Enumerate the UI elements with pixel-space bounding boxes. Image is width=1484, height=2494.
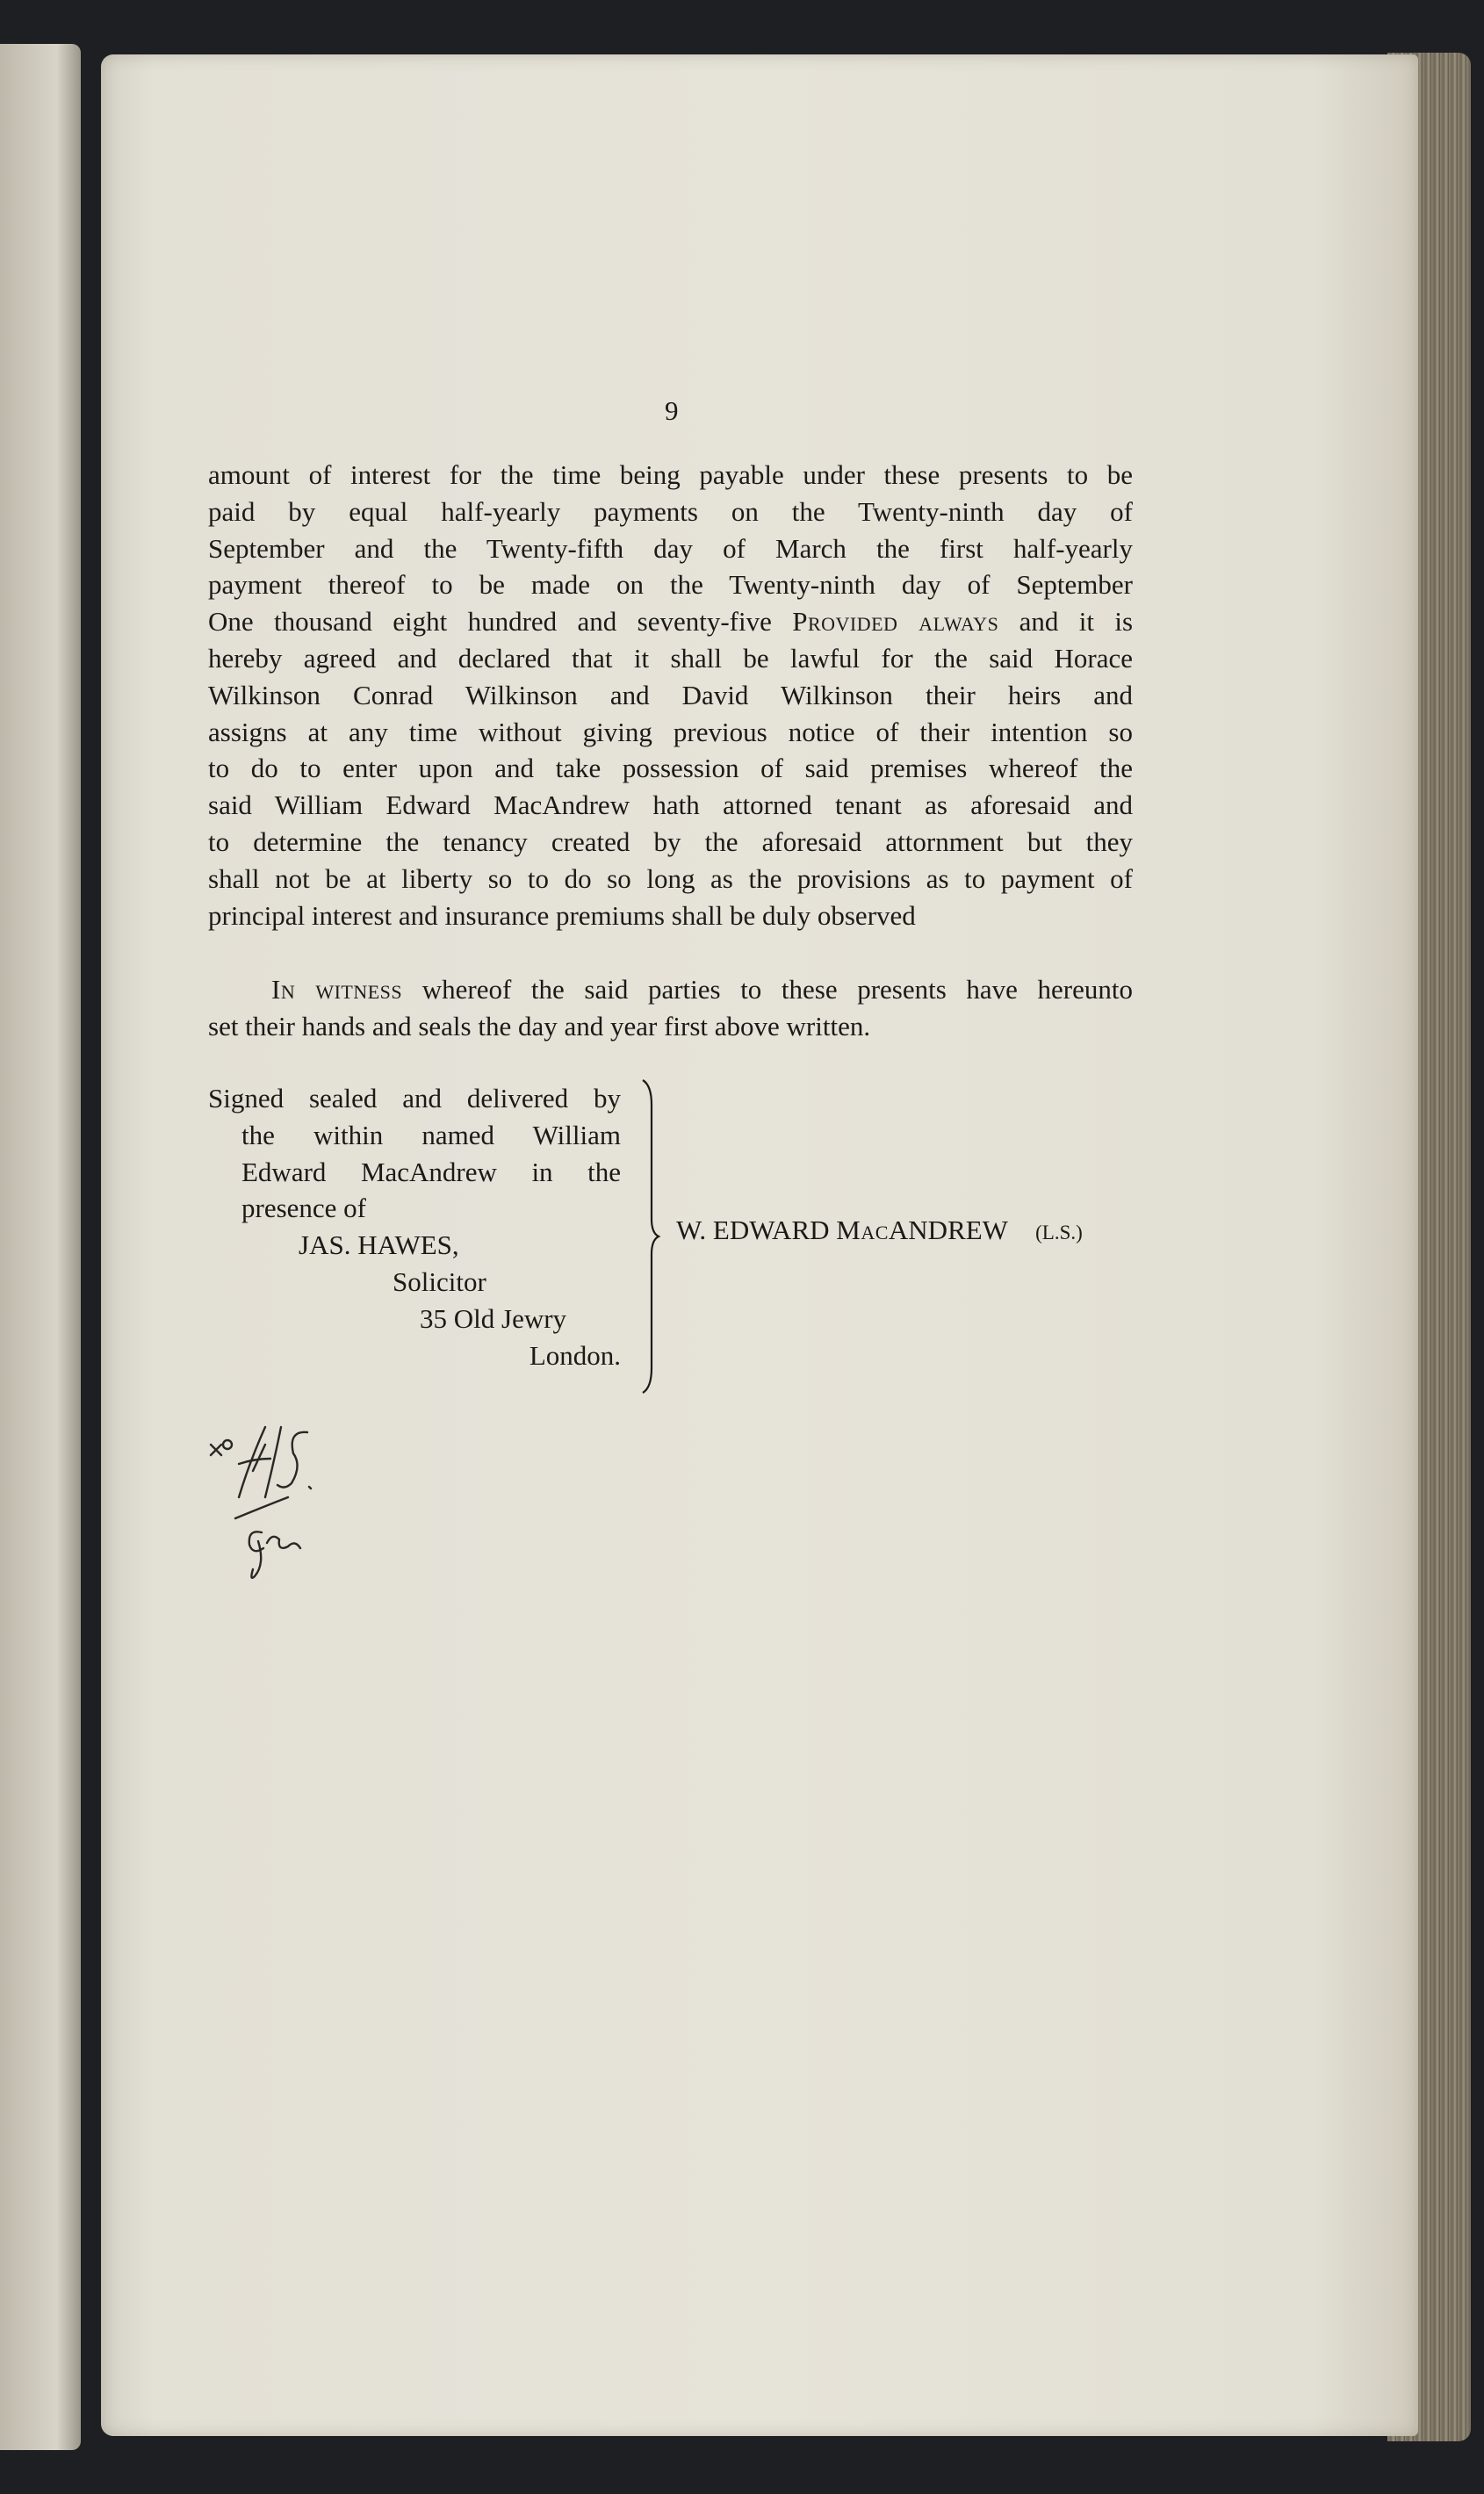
witness-city: London. bbox=[529, 1339, 621, 1371]
witness-address: 35 Old Jewry bbox=[420, 1302, 567, 1334]
signatory-name-part: ANDREW bbox=[888, 1215, 1008, 1245]
body-text: and it is bbox=[1019, 606, 1134, 638]
signatory-name bbox=[676, 1215, 1083, 1246]
witness-name: JAS. HAWES, bbox=[299, 1229, 459, 1261]
page-number: 9 bbox=[665, 395, 679, 426]
body-line bbox=[208, 603, 1133, 640]
attestation-clause bbox=[208, 1080, 621, 1373]
body-line: September and the Twenty-fifth day of March the first half-yearly bbox=[208, 532, 1133, 564]
signatory-name-part: W. EDWARD bbox=[676, 1215, 830, 1245]
body-line: assigns at any time without giving previous notice of their intention so bbox=[208, 716, 1133, 747]
handwritten-initials bbox=[204, 1409, 362, 1585]
body-line: amount of interest for the time being payable under these presents to be bbox=[208, 459, 1133, 490]
testimonium-line: set their hands and seals the day and year first above written. bbox=[208, 1011, 871, 1042]
body-line: shall not be at liberty so to do so long as the provisions as to payment of bbox=[208, 862, 1133, 894]
testimonium-line bbox=[208, 971, 1133, 1008]
deed-body-paragraph bbox=[208, 457, 1133, 933]
in-witness-smallcaps: In witness bbox=[271, 974, 403, 1005]
provided-always-smallcaps: Provided always bbox=[792, 606, 999, 638]
body-line: payment thereof to be made on the Twenty-ninth day of September bbox=[208, 569, 1133, 601]
body-line: principal interest and insurance premiums shall be duly observed bbox=[208, 899, 916, 931]
attestation-line: Signed sealed and delivered by bbox=[208, 1083, 621, 1114]
witness-title: Solicitor bbox=[393, 1265, 486, 1297]
attestation-line: the within named William bbox=[241, 1119, 621, 1150]
facing-page-edge bbox=[0, 44, 81, 2450]
attestation-line: presence of bbox=[241, 1193, 366, 1224]
testimonium-text: whereof the said parties to these presents have hereunto bbox=[421, 974, 1133, 1005]
body-line: Wilkinson Conrad Wilkinson and David Wilkinson their heirs and bbox=[208, 679, 1133, 710]
body-line: to determine the tenancy created by the aforesaid attornment but they bbox=[208, 825, 1133, 857]
body-line: said William Edward MacAndrew hath attorned tenant as aforesaid and bbox=[208, 789, 1133, 821]
attestation-line: Edward MacAndrew in the bbox=[241, 1156, 621, 1187]
body-line: hereby agreed and declared that it shall be lawful for the said Horace bbox=[208, 642, 1133, 674]
curly-brace-icon bbox=[639, 1078, 666, 1395]
body-line: paid by equal half-yearly payments on the Twenty-ninth day of bbox=[208, 495, 1133, 527]
body-line: to do to enter upon and take possession of said premises whereof the bbox=[208, 753, 1133, 784]
locus-sigilli-seal: (L.S.) bbox=[1035, 1222, 1083, 1243]
testimonium-clause bbox=[208, 971, 1133, 1045]
body-text: One thousand eight hundred and seventy-five bbox=[208, 606, 772, 638]
signatory-name-part: Mac bbox=[836, 1215, 889, 1245]
